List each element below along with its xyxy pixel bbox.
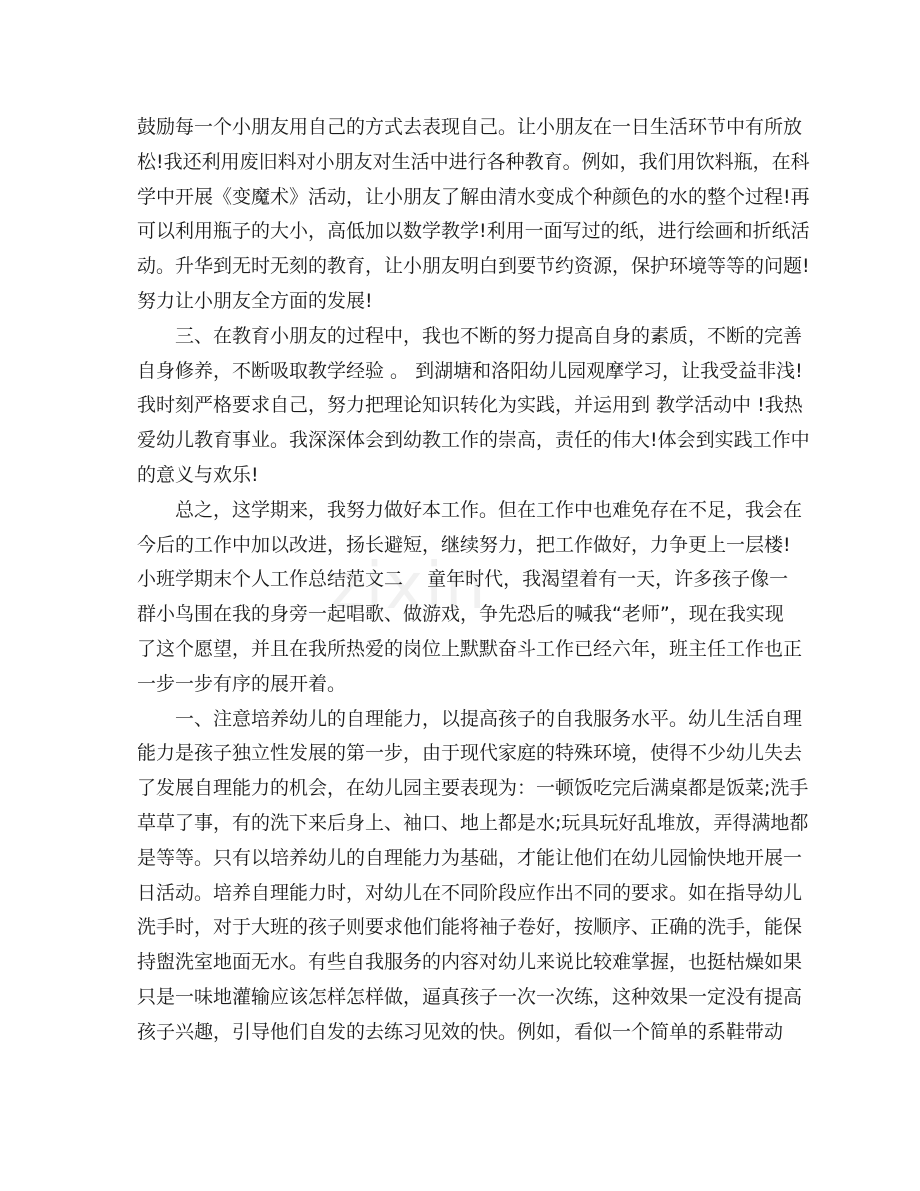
text-line: 我时刻严格要求自己，努力把理论知识转化为实践，并运用到 教学活动中 !我热 (137, 394, 803, 417)
text-line: 一、注意培养幼儿的自理能力，以提高孩子的自我服务水平。幼儿生活自理 (175, 707, 803, 730)
document-body (137, 110, 810, 1050)
text-line: 持盥洗室地面无水。有些自我服务的内容对幼儿来说比较难掌握，也挺枯燥如果 (137, 951, 803, 974)
text-line: 学中开展《变魔术》活动，让小朋友了解由清水变成个种颜色的水的整个过程!再 (137, 185, 810, 208)
text-line: 只是一味地灌输应该怎样怎样做，逼真孩子一次一次练，这种效果一定没有提高 (137, 985, 803, 1008)
paragraph-2 (137, 319, 810, 493)
text-line: 洗手时，对于大班的孩子则要求他们能将袖子卷好，按顺序、正确的洗手，能保 (137, 916, 803, 939)
text-line: 总之，这学期来，我努力做好本工作。但在工作中也难免存在不足，我会在 (175, 498, 803, 521)
text-line: 鼓励每一个小朋友用自己的方式去表现自己。让小朋友在一日生活环节中有所放 (137, 116, 803, 138)
text-line: 一步一步有序的展开着。 (137, 672, 347, 695)
text-line: 了发展自理能力的机会，在幼儿园主要表现为：一顿饭吃完后满桌都是饭菜;洗手 (137, 777, 809, 800)
text-line: 自身修养，不断吸取教学经验 。 到湖塘和洛阳幼儿园观摩学习，让我受益非浅! (137, 359, 803, 382)
watermark-logo: zixin (330, 550, 488, 624)
text-line: 努力让小朋友全方面的发展! (137, 289, 373, 312)
text-line: 日活动。培养自理能力时，对幼儿在不同阶段应作出不同的要求。如在指导幼儿 (137, 881, 803, 904)
paragraph-3 (137, 493, 803, 702)
paragraph-4 (137, 702, 809, 1050)
text-line: 了这个愿望，并且在我所热爱的岗位上默默奋斗工作已经六年，班主任工作也正 (137, 637, 803, 660)
text-line: 孩子兴趣，引导他们自发的去练习见效的快。例如，看似一个简单的系鞋带动 (137, 1020, 784, 1043)
text-line: 可以利用瓶子的大小，高低加以数学教学!利用一面写过的纸，进行绘画和折纸活 (137, 220, 810, 243)
text-line: 草草了事，有的洗下来后身上、袖口、地上都是水;玩具玩好乱堆放，弄得满地都 (137, 811, 809, 834)
text-line: 三、在教育小朋友的过程中，我也不断的努力提高自身的素质，不断的完善 (175, 324, 803, 347)
text-line: 能力是孩子独立性发展的第一步，由于现代家庭的特殊环境，使得不少幼儿失去 (137, 742, 803, 765)
text-line: 是等等。只有以培养幼儿的自理能力为基础，才能让他们在幼儿园愉快地开展一 (137, 846, 803, 869)
paragraph-1 (137, 110, 810, 319)
text-line: 动。升华到无时无刻的教育，让小朋友明白到要节约资源，保护环境等等的问题! (137, 255, 810, 278)
text-line: 的意义与欢乐! (137, 463, 259, 486)
text-line: 小班学期末个人工作总结范文二 童年时代，我渴望着有一天，许多孩子像一 (137, 568, 789, 591)
text-line: 今后的工作中加以改进，扬长避短，继续努力，把工作做好，力争更上一层楼! (137, 533, 791, 556)
text-line: 爱幼儿教育事业。我深深体会到幼教工作的崇高，责任的伟大!体会到实践工作中 (137, 429, 810, 452)
text-line: 松!我还利用废旧料对小朋友对生活中进行各种教育。例如，我们用饮料瓶，在科 (137, 150, 810, 173)
text-line: 群小鸟围在我的身旁一起唱歌、做游戏，争先恐后的喊我“老师”，现在我实现 (137, 603, 784, 626)
